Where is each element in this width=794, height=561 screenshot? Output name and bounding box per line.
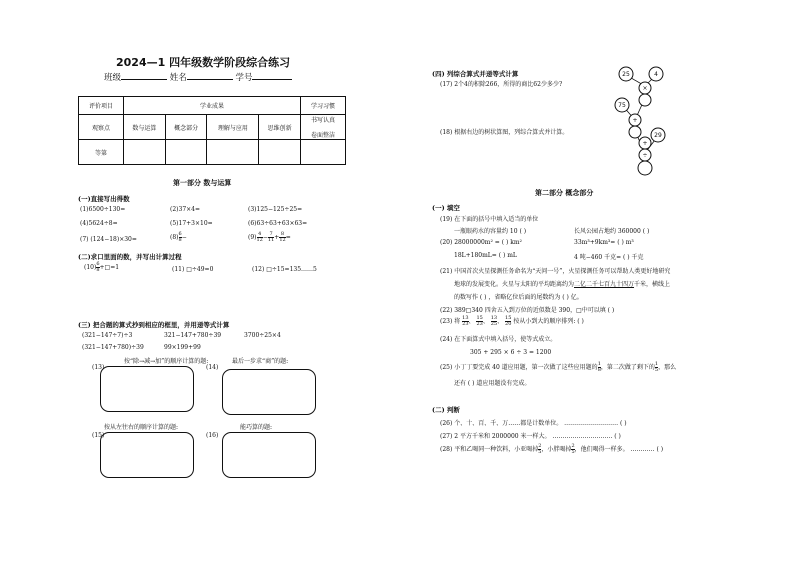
question-item: (9) $\frac{4}{12}$ − $\frac{7}{11}$ + $\frac{8}{12}$ = [248,231,291,243]
table-cell[interactable] [259,140,301,165]
tree-result-node [629,126,641,138]
table-cell: 概念部分 [165,115,207,140]
question-item: 18L+180mL= ( ) mL [454,252,517,259]
table-cell: 思维创新 [259,115,301,140]
box-number: (15) [92,432,105,439]
box-title: 按“除→减→加”的顺序计算的题: [124,358,209,365]
question-item: 一瓶眼药水的容量约 10 ( ) [454,228,527,235]
question-item: (10) $\frac{6}{8}$ +□=1 [84,261,120,273]
tree-result-node [638,161,652,175]
question-item: (5)17+3×10= [170,220,213,227]
box-number: (14) [206,364,219,371]
question-item: (12) □÷15=135……5 [252,266,317,273]
box-number: (13) [92,364,105,371]
answer-box-13[interactable] [100,366,194,412]
section-title: 第二部分 概念部分 [535,188,594,197]
name-field[interactable] [187,72,233,80]
tree-label: + [632,117,638,124]
table-cell[interactable] [301,140,346,165]
question-item: (25) 小丁丁要完成 40 道应用题，第一次做了这些应用题的 $\frac{1}{8}$ ，第二次做了剩下的 $\frac{1}{5}$ ，那么 [440,361,677,373]
question-item: 长风公园占地约 360000 ( ) [574,228,650,235]
evaluation-table [78,96,346,165]
tree-label: + [642,140,648,147]
table-cell[interactable] [124,140,166,165]
question-item: (17) 2个4的积除266，所得的商比62少多少? [440,81,563,88]
table-cell: 理解与应用 [207,115,259,140]
box-number: (16) [206,432,219,439]
question-item: (28) 平和乙喝同一种饮料，小亚喝掉 $\frac{2}{5}$ ，小胖喝掉 $\frac{2}{5}$ ，他们喝得一样多。 ………… ( ) [440,443,664,455]
question-item: 还有 ( ) 道应用题没有完成。 [454,380,531,387]
question-item: (2)37×4= [170,206,201,213]
question-item: (11) □÷49=0 [172,266,214,273]
question-item: (4)5624÷8= [80,220,118,227]
question-item: (1)6500÷130= [80,206,126,213]
question-item: (7) (124−18)×30= [80,236,137,243]
table-cell[interactable] [165,140,207,165]
expression: (321−147÷7)÷3 [82,332,133,339]
question-item: (19) 在下面的括号中填入适当的单位 [440,216,539,223]
student-info-line [104,71,292,83]
question-item: 地球的发展变化。火星与太阳的平均距离约为二亿二千七百九十四万千米，横线上 [454,281,671,288]
table-cell: 数与运算 [124,115,166,140]
question-heading: (三) 把合题的算式抄到相应的框里，并用递等式计算 [78,321,230,329]
question-heading: (一)直接写出得数 [78,195,130,203]
question-heading: (四) 列综合算式并递等式计算 [432,70,519,78]
name-label: 姓名 [169,73,187,83]
question-item: (8) $\frac{6}{8}$ − [170,231,187,243]
tree-diagram [608,64,682,178]
question-item: (26) 个、十、百、千、万……都是计数单位。 ……………………… ( ) [440,420,627,427]
answer-box-14[interactable] [222,369,316,415]
class-label: 班级 [104,73,122,83]
table-cell: 书写认真 卷面整洁 [301,115,346,140]
tree-label: 75 [618,102,626,109]
question-heading: (二)求口里面的数，并写出计算过程 [78,253,182,261]
question-item: 33m³+9km³= ( ) m³ [574,239,634,246]
question-item: (3)125−125÷25= [248,206,303,213]
table-cell: 等第 [79,140,124,165]
box-title: 按从左往右的顺序计算的题: [104,424,179,431]
question-heading: (二) 判断 [432,406,460,414]
table-cell: 评价项目 [79,97,124,115]
page-title: 2024—1 四年级数学阶段综合练习 [116,56,291,69]
tree-result-node [639,94,651,106]
tree-label: 29 [654,132,662,139]
table-cell[interactable] [207,140,259,165]
question-item: (21) 中国首次火星探测任务命名为“天问一号”，火星探测任务可以帮助人类更好地研究 [440,268,671,275]
question-item: 4 吨−460 千克= ( ) 千克 [574,254,644,261]
tree-label: 4 [654,71,658,78]
question-item: (18) 根据右边的树状算图，列综合算式并计算。 [440,129,569,136]
question-heading: (一) 填空 [432,204,460,212]
tree-label: 25 [622,71,630,78]
expression: (321−147+780)÷39 [82,344,144,351]
section-title: 第一部分 数与运算 [173,178,232,187]
tree-label: ÷ [642,152,648,159]
box-title: 最后一步求“商”的题: [232,358,289,365]
question-item: (23) 将 $\frac{13}{23}$ 、 $\frac{15}{23}$ 、 $\frac{13}{25}$ 、 $\frac{15}{20}$ 按从小到大的顺序排列: ( ) [440,315,584,327]
question-item: (20) 28000000m² = ( ) km² [440,239,522,246]
question-item: (24) 在下面算式中填入括号，使等式成立。 [440,336,557,343]
table-cell: 学业成果 [124,97,301,115]
expression: 99×199+99 [164,344,201,351]
answer-box-16[interactable] [222,432,316,478]
id-label: 学号 [235,73,253,83]
id-field[interactable] [252,72,292,80]
table-cell: 观察点 [79,115,124,140]
question-item: (27) 2 平方千米和 2000000 米一样大。 ………………………… ( ) [440,433,621,440]
table-cell: 学习习惯 [301,97,346,115]
box-title: 能巧算的题: [240,424,273,431]
equation: 305 + 295 × 6 ÷ 3 = 1200 [470,349,552,356]
question-item: (6)63÷63+63×63= [248,220,308,227]
class-field[interactable] [121,72,167,80]
question-item: 的数写作 ( ) ，省略亿位后面的尾数约为 ( ) 亿。 [454,294,583,301]
expression: 321−147+780÷39 [164,332,222,339]
question-item: (22) 389□340 四舍五入到万位的近似数是 390，□中可以填 ( ) [440,307,615,314]
expression: 3700÷25×4 [244,332,281,339]
tree-label: × [642,85,648,92]
answer-box-15[interactable] [100,432,194,478]
